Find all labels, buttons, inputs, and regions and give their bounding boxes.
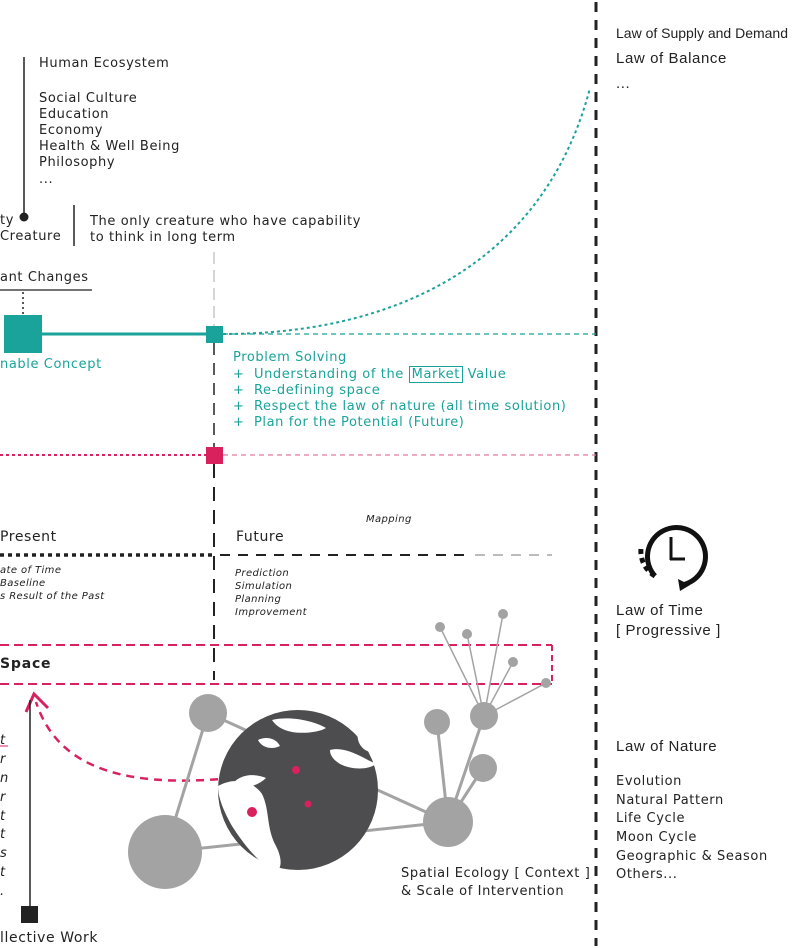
plus-bullet: + [233,383,245,398]
capability-line1: The only creature who have capability [90,214,362,229]
space-label: Space [0,656,52,672]
creature-line1: ty [0,213,14,228]
future-note: Simulation [235,581,293,592]
problem-item-text: Value [462,367,507,382]
present-note: Baseline [0,578,46,589]
human-ecosystem-title: Human Ecosystem [39,56,170,71]
law-time-sub: [ Progressive ] [616,622,721,639]
plus-bullet: + [233,415,245,430]
capability-line2: to think in long term [90,230,236,245]
present-label: Present [0,529,57,545]
nature-item: Moon Cycle [616,830,698,845]
problem-solving-title: Problem Solving [233,350,347,365]
concept-label: nable Concept [0,357,102,372]
left-fragment: n [0,771,9,786]
ecosystem-item: Social Culture [39,91,138,106]
problem-item-market [233,367,506,383]
ecosystem-item: Health & Well Being [39,139,180,154]
pink-square [206,447,223,464]
ecosystem-item: Education [39,107,110,122]
growth-curve [223,88,590,334]
law-supply-demand: Law of Supply and Demand [616,25,788,41]
ecosystem-stem-dot [20,213,29,222]
collective-square [21,906,38,923]
problem-item-text: Re-defining space [253,383,381,398]
concept-square-large [4,315,42,353]
future-note: Planning [235,594,282,605]
mapping-label: Mapping [366,514,412,525]
problem-item [233,383,380,399]
market-boxed-word: Market [409,366,463,383]
problem-item-text: Plan for the Potential (Future) [253,415,465,430]
law-nature-title: Law of Nature [616,738,718,755]
problem-item-text: Understanding of the [253,367,409,382]
concept-square-small [206,326,223,343]
left-fragment: r [0,752,6,767]
left-fragment: t [0,865,6,880]
network-branches [440,614,546,716]
present-note: ate of Time [0,565,62,576]
left-fragment: t [0,827,6,842]
law-ellipsis: ... [616,75,631,92]
spatial-ecology-line1: Spatial Ecology [ Context ] [401,866,591,881]
nature-item: Evolution [616,774,683,789]
future-label: Future [236,529,285,545]
plus-bullet: + [233,399,245,414]
left-fragment: t [0,809,6,824]
creature-line2: Creature [0,229,62,244]
left-fragment: s [0,846,8,861]
nature-item: Natural Pattern [616,793,724,808]
ecosystem-item: Economy [39,123,104,138]
nature-item: Others... [616,867,678,882]
future-note: Improvement [235,607,307,618]
ecosystem-item: ... [39,172,54,187]
problem-item [233,415,464,431]
ecosystem-item: Philosophy [39,155,116,170]
plus-bullet: + [233,367,245,382]
future-note: Prediction [235,568,290,579]
clock-icon [641,528,706,591]
present-note: s Result of the Past [0,591,105,602]
left-fragment: . [0,884,5,899]
left-fragment: t [0,733,6,748]
changes-label: ant Changes [0,270,89,285]
law-time-title: Law of Time [616,602,704,619]
spatial-ecology-line2: & Scale of Intervention [401,884,565,899]
nature-item: Life Cycle [616,811,686,826]
law-balance: Law of Balance [616,50,727,67]
collective-work-label: llective Work [0,930,99,946]
problem-item [233,399,566,415]
nature-item: Geographic & Season [616,849,768,864]
left-fragment: r [0,790,6,805]
problem-item-text: Respect the law of nature (all time solution) [253,399,567,414]
